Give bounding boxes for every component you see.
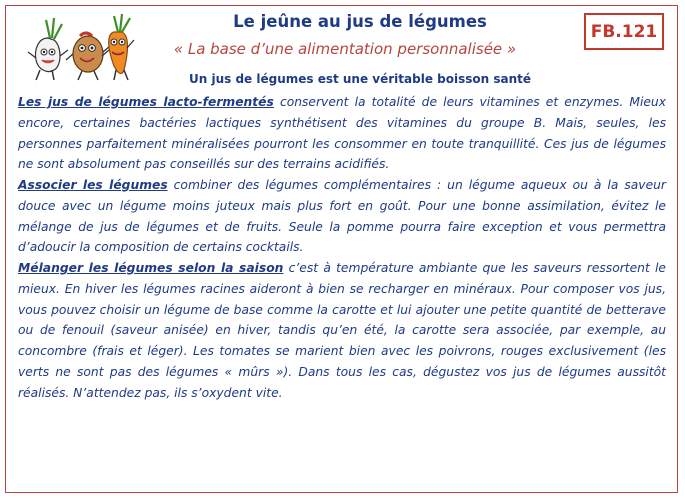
paragraph-associate bbox=[18, 175, 666, 258]
paragraph-text: combiner des légumes complémentaires : un légume aqueux ou à la saveur douce avec un légume moins juteux mais plus fort en goût. Pour une bonne assimilation, évitez le mélange de jus de légumes et de fruits. Seule la pomme pourra faire exception et vous permettra d’adoucir la composition de certains cocktails. bbox=[18, 178, 666, 255]
paragraph-lead: Associer les légumes bbox=[18, 178, 168, 192]
paragraph-lead: Les jus de légumes lacto-fermentés bbox=[18, 95, 274, 109]
page-subtitle: « La base d’une alimentation personnalisée » bbox=[173, 40, 517, 58]
document-code-badge bbox=[584, 13, 664, 50]
vegetable-mascots-icon bbox=[26, 10, 138, 82]
paragraph-lacto-fermented bbox=[18, 92, 666, 175]
paragraph-lead: Mélanger les légumes selon la saison bbox=[18, 261, 284, 275]
article-body bbox=[18, 92, 666, 403]
page-title: Le jeûne au jus de légumes bbox=[233, 12, 487, 31]
section-heading: Un jus de légumes est une véritable boisson santé bbox=[189, 72, 531, 86]
paragraph-text: c’est à température ambiante que les saveurs ressortent le mieux. En hiver les légumes racines aideront à bien se recharger en minéraux. Pour composer vos jus, vous pouvez choisir un légume de base comme la carotte et lui ajouter une petite quantité de betterave ou de fenouil (saveur anisée) en hiver, tandis qu’en été, la carotte sera associée, par exemple, au concombre (frais et léger). Les tomates se marient bien avec les poivrons, rouges exclusivement (les verts ne sont pas des légumes « mûrs »). Dans tous les cas, dégustez vos jus de légumes aussitôt réalisés. N’attendez pas, ils s’oxydent vite. bbox=[18, 261, 667, 400]
document-code: FB.121 bbox=[590, 21, 658, 42]
paragraph-text: conservent la totalité de leurs vitamines et enzymes. Mieux encore, certaines bactéries lactiques synthétisent des vitamines du groupe B. Mais, seules, les personnes parfaitement minéralisées pourront les consommer en toute tranquillité. Ces jus de légumes ne sont absolument pas conseillés sur des terrains acidifiés. bbox=[18, 95, 667, 172]
paragraph-seasonal bbox=[18, 258, 666, 403]
